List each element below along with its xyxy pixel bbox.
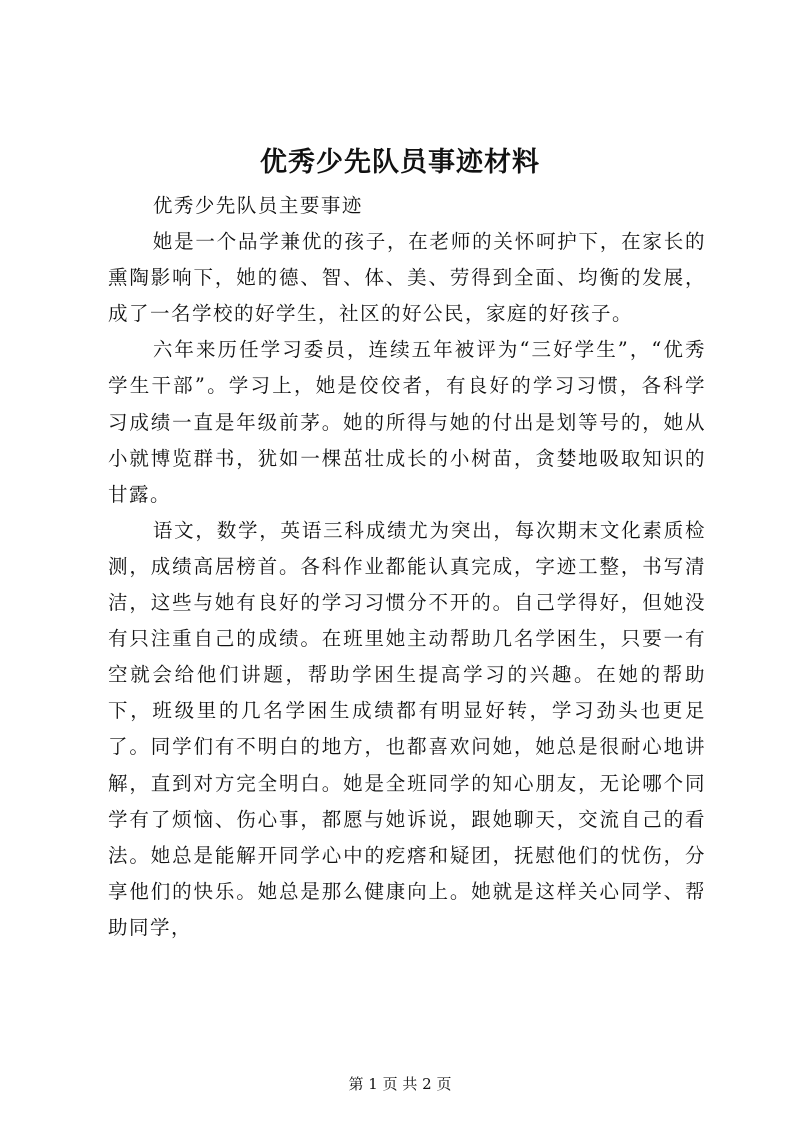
paragraph-3: 语文，数学，英语三科成绩尤为突出，每次期末文化素质检测，成绩高居榜首。各科作业都能认真完成，字迹工整，书写清洁，这些与她有良好的学习习惯分不开的。自己学得好，但她没有只注重自己的成绩。在班里她主动帮助几名学困生，只要一有空就会给他们讲题，帮助学困生提高学习的兴趣。在她的帮助下，班级里的几名学困生成绩都有明显好转，学习劲头也更足了。同学们有不明白的地方，也都喜欢问她，她总是很耐心地讲解，直到对方完全明白。她是全班同学的知心朋友，无论哪个同学有了烦恼、伤心事，都愿与她诉说，跟她聊天，交流自己的看法。她总是能解开同学心中的疙瘩和疑团，抚慰他们的忧伤，分享他们的快乐。她总是那么健康向上。她就是这样关心同学、帮助同学， [108,518,706,939]
document-body [108,188,706,946]
paragraph-2: 六年来历任学习委员，连续五年被评为“三好学生”，“优秀学生干部”。学习上，她是佼佼者，有良好的学习习惯，各科学习成绩一直是年级前茅。她的所得与她的付出是划等号的，她从小就博览群书，犹如一棵茁壮成长的小树苗，贪婪地吸取知识的甘露。 [108,338,706,506]
paragraph-1: 她是一个品学兼优的孩子，在老师的关怀呵护下，在家长的熏陶影响下，她的德、智、体、美、劳得到全面、均衡的发展，成了一名学校的好学生，社区的好公民，家庭的好孩子。 [108,230,706,326]
document-title: 优秀少先队员事迹材料 [260,147,540,178]
document-subtitle: 优秀少先队员主要事迹 [152,194,363,217]
page-footer: 第 1 页 共 2 页 [348,1075,452,1093]
